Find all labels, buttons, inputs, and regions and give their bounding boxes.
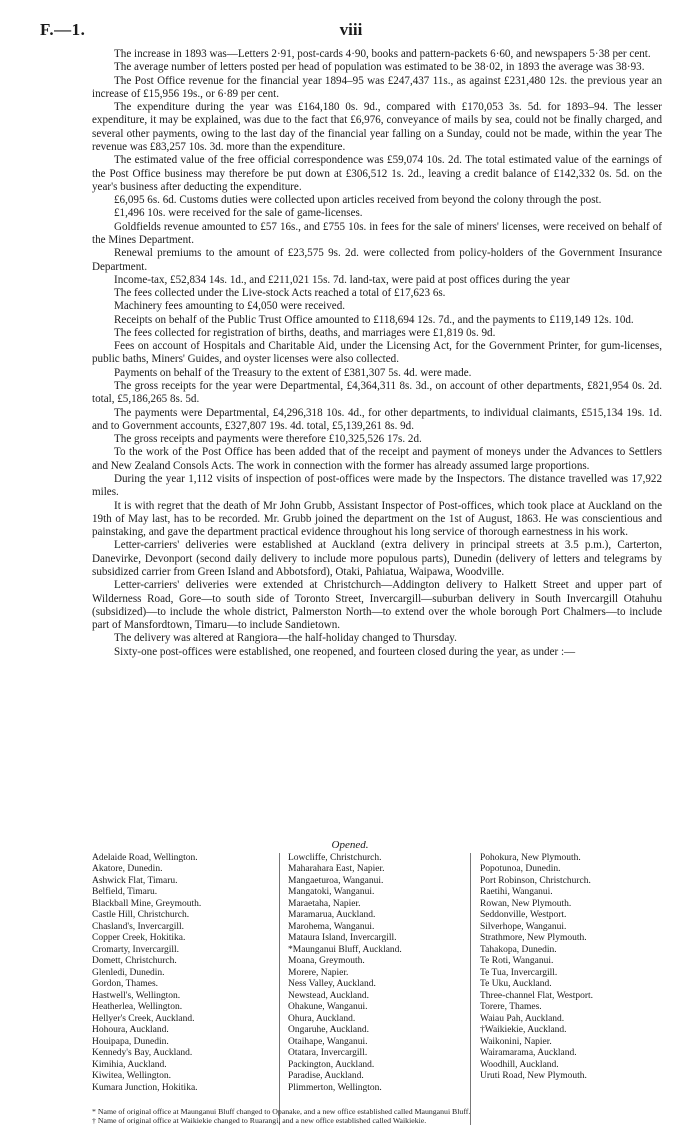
post-office-item: Strathmore, New Plymouth.	[480, 933, 587, 944]
post-office-item: Silverhope, Wanganui.	[480, 921, 567, 932]
post-office-item: Adelaide Road, Wellington.	[92, 853, 198, 863]
paragraph: Letter-carriers' deliveries were extended at Christchurch—Addington delivery to Halkett Street and upper part of Wilderness Road, Gore—to south side of Toronto Street, Invercargill—suburban delivery in South Invercargill Otahuhu (subsidized)—to include the whole district, Palmerston North—to extend over the whole borough Port Chalmers—to include part of Mansfordtown, Timaru—to include Sandietown.	[92, 579, 662, 632]
paragraph: Machinery fees amounting to £4,050 were received.	[114, 300, 346, 313]
post-office-item: Mataura Island, Invercargill.	[288, 933, 397, 944]
post-office-item: Marohema, Wanganui.	[288, 921, 375, 932]
post-office-item: Ohakune, Wanganui.	[288, 1002, 368, 1013]
post-office-item: Paradise, Auckland.	[288, 1071, 364, 1082]
footnote: * Name of original office at Maunganui Bluff changed to Opanake, and a new office established called Maunganui Bluff.	[92, 1107, 471, 1116]
page-header	[40, 20, 662, 42]
post-office-item: Three-channel Flat, Westport.	[480, 990, 594, 1001]
paragraph: During the year 1,112 visits of inspection of post-offices were made by the Inspectors. The distance travelled was 17,922 miles.	[92, 473, 662, 499]
paragraph: Sixty-one post-offices were established, one reopened, and fourteen closed during the year, as under :—	[114, 645, 576, 658]
paragraph: The average number of letters posted per head of population was estimated to be 38·02, in 1893 the average was 38·93.	[114, 61, 645, 74]
post-office-item: Belfield, Timaru.	[92, 887, 158, 898]
post-office-item: Blackball Mine, Greymouth.	[92, 898, 202, 909]
post-office-item: *Maunganui Bluff, Auckland.	[288, 944, 402, 955]
post-office-item: Te Uku, Auckland.	[480, 979, 552, 990]
post-office-item: Maharahara East, Napier.	[288, 864, 385, 875]
post-office-item: Kennedy's Bay, Auckland.	[92, 1048, 193, 1059]
post-office-item: †Waikiekie, Auckland.	[480, 1025, 567, 1036]
post-office-item: Cromarty, Invercargill.	[92, 944, 180, 955]
paragraph: Goldfields revenue amounted to £57 16s., and £755 10s. in fees for the sale of miners' licenses, were received on behalf of the Mines Department.	[92, 220, 662, 246]
post-office-item: Kimihia, Auckland.	[92, 1059, 167, 1070]
post-office-item: Houipapa, Dunedin.	[92, 1036, 169, 1047]
post-office-item: Tahakopa, Dunedin.	[480, 944, 557, 955]
post-office-item: Rowan, New Plymouth.	[480, 898, 572, 909]
paragraph: The delivery was altered at Rangiora—the half-holiday changed to Thursday.	[114, 632, 457, 645]
post-office-item: Glenledi, Dunedin.	[92, 967, 165, 978]
post-office-item: Ongaruhe, Auckland.	[288, 1025, 369, 1036]
post-office-item: Otatara, Invercargill.	[288, 1048, 368, 1059]
paragraph: Letter-carriers' deliveries were established at Auckland (extra delivery in principal streets at 3.5 p.m.), Carterton, Danevirke, Devonport (second daily delivery to include more populous parts), Dunedin (delivery of letters and telegrams by subsidized carrier from Green Island and Abbotsford), Otaki, Pahiatua, Waipawa, Woodville.	[92, 539, 662, 578]
post-office-item: Raetihi, Wanganui.	[480, 887, 553, 898]
paragraph: The expenditure during the year was £164,180 0s. 9d., compared with £170,053 3s. 5d. for 1893–94. The lesser expenditure, it may be explained, was due to the fact that £6,976, conveyance of mails by sea, could not be finally charged, and several other payments, owing to the last day of the financial year falling on a Sunday, could not be made, within the year The revenue was £83,257 10s. 3d. more than the expenditure.	[92, 101, 662, 153]
post-office-item: Heatherlea, Wellington.	[92, 1002, 183, 1013]
opened-heading: Opened.	[331, 839, 369, 851]
column-divider	[279, 853, 280, 1125]
post-office-item: Morere, Napier.	[288, 967, 349, 978]
post-office-item: Pohokura, New Plymouth.	[480, 853, 581, 863]
post-office-item: Woodhill, Auckland.	[480, 1059, 559, 1070]
post-office-item: Hastwell's, Wellington.	[92, 990, 181, 1001]
body-text	[92, 48, 662, 659]
post-office-item: Te Roti, Wanganui.	[480, 956, 554, 967]
post-office-item: Wairamarama, Auckland.	[480, 1048, 577, 1059]
paragraph: The gross receipts for the year were Departmental, £4,364,311 8s. 3d., on account of other departments, £821,954 0s. 2d. total, £5,186,265 8s. 5d.	[92, 380, 662, 406]
post-office-item: Maraetaha, Napier.	[288, 898, 361, 909]
post-office-item: Mangatoki, Wanganui.	[288, 887, 375, 898]
post-office-item: Copper Creek, Hokitika.	[92, 933, 186, 944]
paragraph: The gross receipts and payments were therefore £10,325,526 17s. 2d.	[114, 433, 422, 446]
post-office-item: Plimmerton, Wellington.	[288, 1082, 382, 1093]
post-office-item: Domett, Christchurch.	[92, 956, 177, 967]
post-office-item: Chasland's, Invercargill.	[92, 921, 185, 932]
post-office-item: Te Tua, Invercargill.	[480, 967, 558, 978]
paragraph: Renewal premiums to the amount of £23,575 9s. 2d. were collected from policy-holders of the Government Insurance Department.	[92, 247, 662, 273]
paragraph: To the work of the Post Office has been added that of the receipt and payment of moneys under the Advances to Settlers and New Zealand Consols Acts. The work in connection with the former has already assumed large proportions.	[92, 446, 662, 472]
paragraph: The estimated value of the free official correspondence was £59,074 10s. 2d. The total estimated value of the earnings of the Post Office business may therefore be put down at £306,512 1s. 2d., leaving a credit balance of £142,332 0s. 5d. on the year's business after deducting the expenditure.	[92, 154, 662, 193]
paragraph: The Post Office revenue for the financial year 1894–95 was £247,437 11s., as against £231,480 12s. the previous year an increase of £15,956 19s., or 6·89 per cent.	[92, 74, 662, 100]
opened-column-1	[92, 853, 277, 1094]
post-office-item: Port Robinson, Christchurch.	[480, 875, 591, 886]
post-office-item: Castle Hill, Christchurch.	[92, 910, 190, 921]
post-office-item: Lowcliffe, Christchurch.	[288, 853, 382, 863]
post-office-item: Akatore, Dunedin.	[92, 864, 163, 875]
post-office-item: Otaihape, Wanganui.	[288, 1036, 368, 1047]
paragraph: Fees on account of Hospitals and Charitable Aid, under the Licensing Act, for the Government Printer, for gum-licenses, public baths, Miners' Guides, and oyster licenses were also collected.	[92, 340, 662, 366]
post-office-item: Gordon, Thames.	[92, 979, 159, 990]
paragraph: The payments were Departmental, £4,296,318 10s. 4d., for other departments, to individual claimants, £515,134 19s. 1d. and to Government accounts, £327,807 19s. 4d. total, £5,139,261 8s. 9d.	[92, 406, 662, 432]
post-office-item: Hellyer's Creek, Auckland.	[92, 1013, 195, 1024]
paragraph: It is with regret that the death of Mr John Grubb, Assistant Inspector of Post-offices, which took place at Auckland on the 19th of May last, has to be recorded. Mr. Grubb joined the department on the 1st of August, 1863. He was conscientious and painstaking, and gave the department practical evidence throughout his long service of thorough earnestness in his work.	[92, 499, 662, 539]
page-number: viii	[339, 20, 363, 39]
footnotes	[92, 1107, 662, 1125]
opened-column-3	[480, 853, 670, 1083]
paragraph: The fees collected for registration of births, deaths, and marriages were £1,819 0s. 9d.	[114, 326, 496, 339]
post-office-item: Seddonville, Westport.	[480, 910, 567, 921]
post-office-item: Mangaeturoa, Wanganui.	[288, 875, 384, 886]
paragraph: Income-tax, £52,834 14s. 1d., and £211,021 15s. 7d. land-tax, were paid at post offices during the year	[114, 273, 570, 286]
post-office-item: Moana, Greymouth.	[288, 956, 365, 967]
post-office-item: Maramarua, Auckland.	[288, 910, 376, 921]
footnote: † Name of original office at Waikiekie changed to Ruarangi, and a new office established called Waikiekie.	[92, 1116, 427, 1125]
post-office-item: Torere, Thames.	[480, 1002, 542, 1013]
post-office-item: Ashwick Flat, Timaru.	[92, 875, 178, 886]
document-reference: F.—1.	[40, 20, 86, 39]
post-office-item: Ohura, Auckland.	[288, 1013, 356, 1024]
paragraph: Receipts on behalf of the Public Trust Office amounted to £118,694 12s. 7d., and the payments to £119,149 12s. 10d.	[114, 313, 634, 326]
paragraph: The fees collected under the Live-stock Acts reached a total of £17,623 6s.	[114, 287, 446, 300]
opened-column-2	[288, 853, 468, 1094]
paragraph: £6,095 6s. 6d. Customs duties were collected upon articles received from beyond the colony through the post.	[114, 194, 602, 207]
post-office-item: Popotunoa, Dunedin.	[480, 864, 561, 875]
post-office-item: Waikonini, Napier.	[480, 1036, 552, 1047]
post-office-item: Packington, Auckland.	[288, 1059, 375, 1070]
post-office-item: Kumara Junction, Hokitika.	[92, 1082, 198, 1093]
paragraph: £1,496 10s. were received for the sale of game-licenses.	[114, 207, 363, 220]
post-office-item: Hohoura, Auckland.	[92, 1025, 169, 1036]
paragraph: Payments on behalf of the Treasury to the extent of £381,307 5s. 4d. were made.	[114, 366, 472, 379]
post-office-item: Ness Valley, Auckland.	[288, 979, 376, 990]
post-office-item: Newstead, Auckland.	[288, 990, 369, 1001]
paragraph: The increase in 1893 was—Letters 2·91, post-cards 4·90, books and pattern-packets 6·60, and newspapers 5·38 per cent.	[114, 48, 651, 60]
post-office-item: Uruti Road, New Plymouth.	[480, 1071, 587, 1082]
column-divider	[470, 853, 471, 1125]
post-office-item: Waiau Pah, Auckland.	[480, 1013, 565, 1024]
post-office-item: Kiwitea, Wellington.	[92, 1071, 172, 1082]
